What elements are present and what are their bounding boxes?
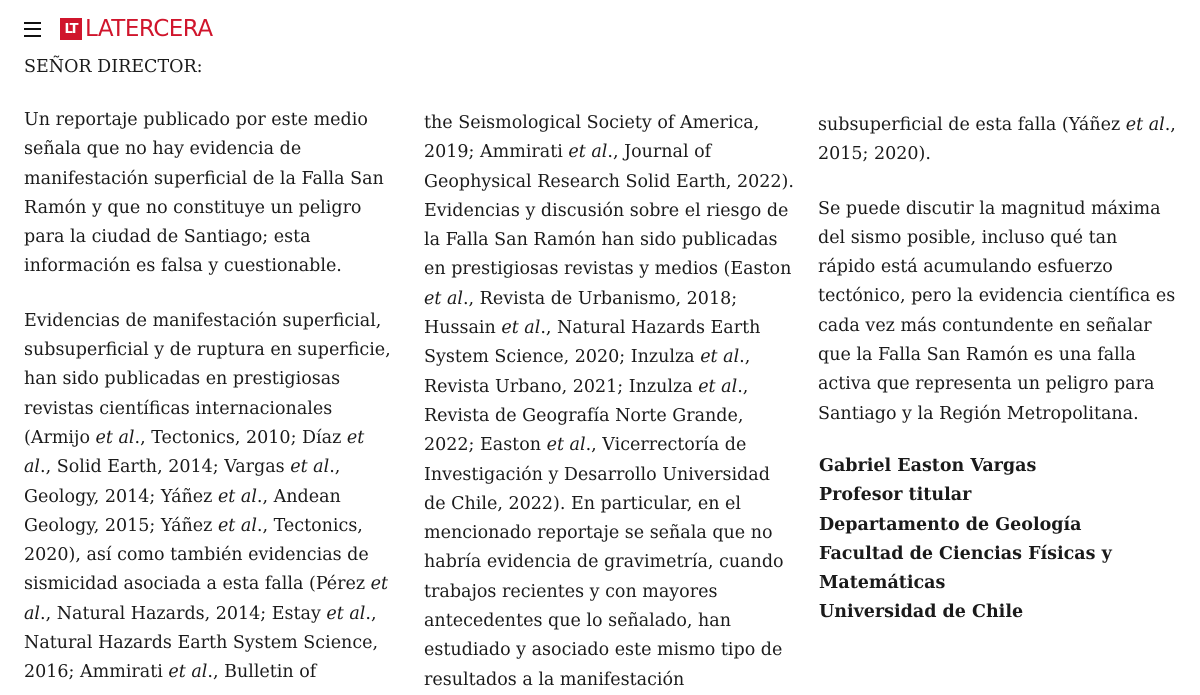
site-logo[interactable]	[60, 15, 213, 42]
author-faculty-cont: Matemáticas	[819, 573, 946, 594]
logo-mark: LT	[60, 18, 82, 40]
author-university: Universidad de Chile	[819, 602, 1024, 623]
top-bar	[24, 14, 213, 44]
paragraph: subsuperficial de esta falla (Yáñez et al., 2015; 2020).	[818, 115, 1176, 165]
paragraph: Evidencias de manifestación superficial, subsuperficial y de ruptura en superficie, han sido publicadas en prestigiosas revistas científicas internacionales (Armijo et al., Tectonics, 2010; Díaz et al., Solid Earth, 2014; Vargas et al., Geology, 2014; Yáñez et al., Andean Geology, 2015; Yáñez et al., Tectonics, 2020), así como también evidencias de sismicidad asociada a esta falla (Pérez et al., Natural Hazards, 2014; Estay et al., Natural Hazards Earth System Science, 2016; Ammirati et al., Bulletin of	[24, 310, 391, 683]
letter-column-1	[24, 106, 394, 688]
author-department: Departamento de Geología	[819, 514, 1082, 535]
letter-salutation: SEÑOR DIRECTOR:	[24, 57, 203, 77]
author-title: Profesor titular	[819, 485, 972, 506]
paragraph: the Seismological Society of America, 2019; Ammirati et al., Journal of Geophysical Research Solid Earth, 2022). Evidencias y discusión sobre el riesgo de la Falla San Ramón han sido publicadas en prestigiosas revistas y medios (Easton et al., Revista de Urbanismo, 2018; Hussain et al., Natural Hazards Earth System Science, 2020; Inzulza et al., Revista Urbano, 2021; Inzulza et al., Revista de Geografía Norte Grande, 2022; Easton et al., Vicerrectoría de Investigación y Desarrollo Universidad de Chile, 2022). En particular, en el mencionado reportaje se señala que no habría evidencia de gravimetría, cuando trabajos recientes y con mayores antecedentes que lo señalado, han estudiado y asociado este mismo tipo de resultados a la manifestación	[424, 113, 794, 690]
letter-column-3	[818, 111, 1178, 429]
author-name: Gabriel Easton Vargas	[819, 456, 1037, 476]
author-signature	[819, 452, 1179, 628]
hamburger-icon[interactable]	[24, 22, 41, 37]
paragraph: Un reportaje publicado por este medio señala que no hay evidencia de manifestación superficial de la Falla San Ramón y que no constituye un peligro para la ciudad de Santiago; esta información es falsa y cuestionable.	[24, 110, 384, 277]
letter-column-2	[424, 109, 794, 695]
author-faculty: Facultad de Ciencias Físicas y	[819, 543, 1112, 564]
paragraph: Se puede discutir la magnitud máxima del sismo posible, incluso qué tan rápido está acumulando esfuerzo tectónico, pero la evidencia científica es cada vez más contundente en señalar que la Falla San Ramón es una falla activa que representa un peligro para Santiago y la Región Metropolitana.	[818, 198, 1176, 424]
logo-text: LATERCERA	[85, 15, 213, 42]
